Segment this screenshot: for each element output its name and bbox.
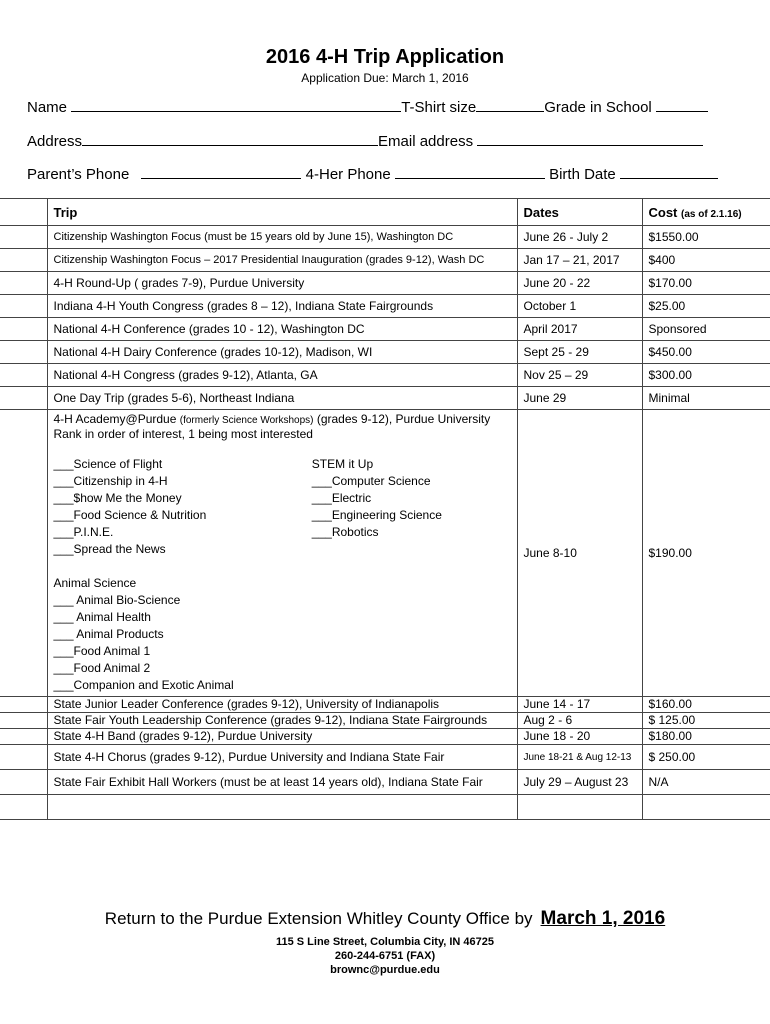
stem-option[interactable]: ___Computer Science (311, 474, 431, 488)
trip-select-cell[interactable] (0, 295, 47, 318)
dates-cell: June 20 - 22 (517, 272, 642, 295)
dates-cell: June 8-10 (517, 410, 642, 697)
trip-cell: State Fair Youth Leadership Conference (grades 9-12), Indiana State Fairgrounds (47, 713, 517, 729)
trip-select-cell[interactable] (0, 249, 47, 272)
dates-cell: July 29 – August 23 (517, 770, 642, 795)
table-row (0, 364, 770, 387)
application-due: Application Due: March 1, 2016 (301, 71, 469, 85)
trip-cell: National 4-H Congress (grades 9-12), Atlanta, GA (47, 364, 517, 387)
academy-title-grades: (grades 9-12), Purdue University (316, 412, 491, 426)
trip-cell: State Fair Exhibit Hall Workers (must be at least 14 years old), Indiana State Fair (47, 770, 517, 795)
dates-cell: Sept 25 - 29 (517, 341, 642, 364)
select-column-header (0, 199, 47, 226)
animal-option[interactable]: ___ Animal Products (53, 627, 164, 641)
name-row (27, 97, 708, 116)
office-fax: 260-244-6751 (FAX) (334, 950, 436, 962)
academy-title-note: (formerly Science Workshops) (179, 415, 314, 426)
dates-header: Dates (517, 199, 642, 226)
address-row (27, 131, 703, 150)
trip-select-cell[interactable] (0, 795, 47, 820)
trip-select-cell[interactable] (0, 387, 47, 410)
dates-cell: June 29 (517, 387, 642, 410)
animal-science-title: Animal Science (53, 576, 137, 590)
stem-option[interactable]: ___Electric (311, 491, 372, 505)
office-address: 115 S Line Street, Columbia City, IN 46725 (275, 936, 495, 948)
trip-cell: State 4-H Band (grades 9-12), Purdue University (47, 729, 517, 745)
tshirt-label: T-Shirt size (401, 99, 477, 116)
trip-select-cell[interactable] (0, 770, 47, 795)
trip-cell: National 4-H Dairy Conference (grades 10-12), Madison, WI (47, 341, 517, 364)
academy-option[interactable]: ___Science of Flight (53, 457, 163, 471)
email-field[interactable] (477, 131, 703, 146)
academy-option[interactable]: ___P.I.N.E. (53, 525, 114, 539)
table-row (0, 318, 770, 341)
stem-list (312, 456, 511, 558)
trip-cell: One Day Trip (grades 5-6), Northeast Indiana (47, 387, 517, 410)
trip-select-cell[interactable] (0, 713, 47, 729)
dates-cell: June 26 - July 2 (517, 226, 642, 249)
dates-cell: Jan 17 – 21, 2017 (517, 249, 642, 272)
cost-cell: $300.00 (642, 364, 770, 387)
parent-phone-label: Parent’s Phone (27, 166, 130, 183)
trip-cell: Indiana 4-H Youth Congress (grades 8 – 12), Indiana State Fairgrounds (47, 295, 517, 318)
animal-option[interactable]: ___Companion and Exotic Animal (53, 678, 234, 692)
trip-select-cell[interactable] (0, 272, 47, 295)
trip-cell (47, 795, 517, 820)
cost-header (642, 199, 770, 226)
table-row (0, 729, 770, 745)
trip-select-cell[interactable] (0, 341, 47, 364)
academy-cell (47, 410, 517, 697)
birth-date-label: Birth Date (549, 166, 616, 183)
cost-cell: $160.00 (642, 697, 770, 713)
email-label: Email address (378, 133, 474, 150)
trip-select-cell[interactable] (0, 364, 47, 387)
cost-header-label: Cost (648, 204, 678, 220)
cost-cell: $ 125.00 (642, 713, 770, 729)
name-label: Name (27, 99, 68, 116)
cost-cell: $190.00 (642, 410, 770, 697)
trip-table (0, 198, 770, 820)
dates-cell: June 14 - 17 (517, 697, 642, 713)
dates-cell: Aug 2 - 6 (517, 713, 642, 729)
dates-cell (517, 795, 642, 820)
trip-cell: National 4-H Conference (grades 10 - 12), Washington DC (47, 318, 517, 341)
her-phone-field[interactable] (395, 164, 545, 179)
cost-cell: $1550.00 (642, 226, 770, 249)
academy-options (54, 456, 511, 558)
table-row (0, 770, 770, 795)
academy-row (0, 410, 770, 697)
return-text: Return to the Purdue Extension Whitley County Office by (104, 909, 533, 928)
table-row (0, 226, 770, 249)
dates-cell: June 18-21 & Aug 12-13 (517, 745, 642, 770)
table-row (0, 387, 770, 410)
tshirt-field[interactable] (476, 97, 544, 112)
stem-title: STEM it Up (311, 457, 374, 471)
grade-field[interactable] (656, 97, 708, 112)
phone-row (27, 164, 718, 183)
table-row (0, 745, 770, 770)
trip-cell: 4-H Round-Up ( grades 7-9), Purdue University (47, 272, 517, 295)
academy-option[interactable]: ___Food Science & Nutrition (53, 508, 207, 522)
address-field[interactable] (82, 131, 378, 146)
trip-select-cell[interactable] (0, 697, 47, 713)
cost-cell: $400 (642, 249, 770, 272)
trip-cell: Citizenship Washington Focus – 2017 Presidential Inauguration (grades 9-12), Wash DC (47, 249, 517, 272)
table-row (0, 272, 770, 295)
table-row (0, 295, 770, 318)
trip-select-cell[interactable] (0, 729, 47, 745)
animal-option[interactable]: ___ Animal Health (53, 610, 151, 624)
academy-left-list (54, 456, 312, 558)
table-row (0, 713, 770, 729)
cost-cell: $170.00 (642, 272, 770, 295)
academy-title-main: 4-H Academy@Purdue (53, 412, 177, 426)
cost-cell: $ 250.00 (642, 745, 770, 770)
parent-phone-field[interactable] (141, 164, 301, 179)
trip-select-cell[interactable] (0, 410, 47, 697)
animal-option[interactable]: ___ Animal Bio-Science (53, 593, 181, 607)
trip-cell: State Junior Leader Conference (grades 9-12), University of Indianapolis (47, 697, 517, 713)
trip-cell: Citizenship Washington Focus (must be 15 years old by June 15), Washington DC (47, 226, 517, 249)
cost-cell: $450.00 (642, 341, 770, 364)
table-header (0, 199, 770, 226)
cost-cell: $25.00 (642, 295, 770, 318)
cost-cell: Sponsored (642, 318, 770, 341)
animal-option[interactable]: ___Food Animal 2 (53, 661, 151, 675)
address-label: Address (27, 133, 83, 150)
office-email[interactable]: brownc@purdue.edu (330, 964, 440, 976)
dates-cell: October 1 (517, 295, 642, 318)
academy-option[interactable]: ___$how Me the Money (53, 491, 182, 505)
table-row (0, 697, 770, 713)
birth-date-field[interactable] (620, 164, 718, 179)
cost-header-note: (as of 2.1.16) (681, 208, 742, 220)
trip-select-cell[interactable] (0, 745, 47, 770)
cost-cell (642, 795, 770, 820)
animal-option[interactable]: ___Food Animal 1 (53, 644, 151, 658)
return-date: March 1, 2016 (540, 908, 666, 929)
page-title: 2016 4-H Trip Application (265, 46, 505, 68)
name-field[interactable] (71, 97, 401, 112)
academy-option[interactable]: ___Spread the News (53, 542, 166, 556)
dates-cell: June 18 - 20 (517, 729, 642, 745)
trip-cell: State 4-H Chorus (grades 9-12), Purdue University and Indiana State Fair (47, 745, 517, 770)
academy-rank-instructions: Rank in order of interest, 1 being most interested (53, 427, 313, 441)
her-phone-label: 4-Her Phone (305, 166, 391, 183)
stem-option[interactable]: ___Engineering Science (311, 508, 442, 522)
grade-label: Grade in School (544, 99, 652, 116)
trip-select-cell[interactable] (0, 318, 47, 341)
academy-title (54, 412, 511, 427)
academy-option[interactable]: ___Citizenship in 4-H (53, 474, 168, 488)
trip-select-cell[interactable] (0, 226, 47, 249)
table-row (0, 341, 770, 364)
table-row (0, 249, 770, 272)
empty-row (0, 795, 770, 820)
dates-cell: Nov 25 – 29 (517, 364, 642, 387)
cost-cell: Minimal (642, 387, 770, 410)
stem-option[interactable]: ___Robotics (311, 525, 379, 539)
dates-cell: April 2017 (517, 318, 642, 341)
cost-cell: $180.00 (642, 729, 770, 745)
return-instructions (0, 908, 770, 930)
trip-header: Trip (47, 199, 517, 226)
cost-cell: N/A (642, 770, 770, 795)
